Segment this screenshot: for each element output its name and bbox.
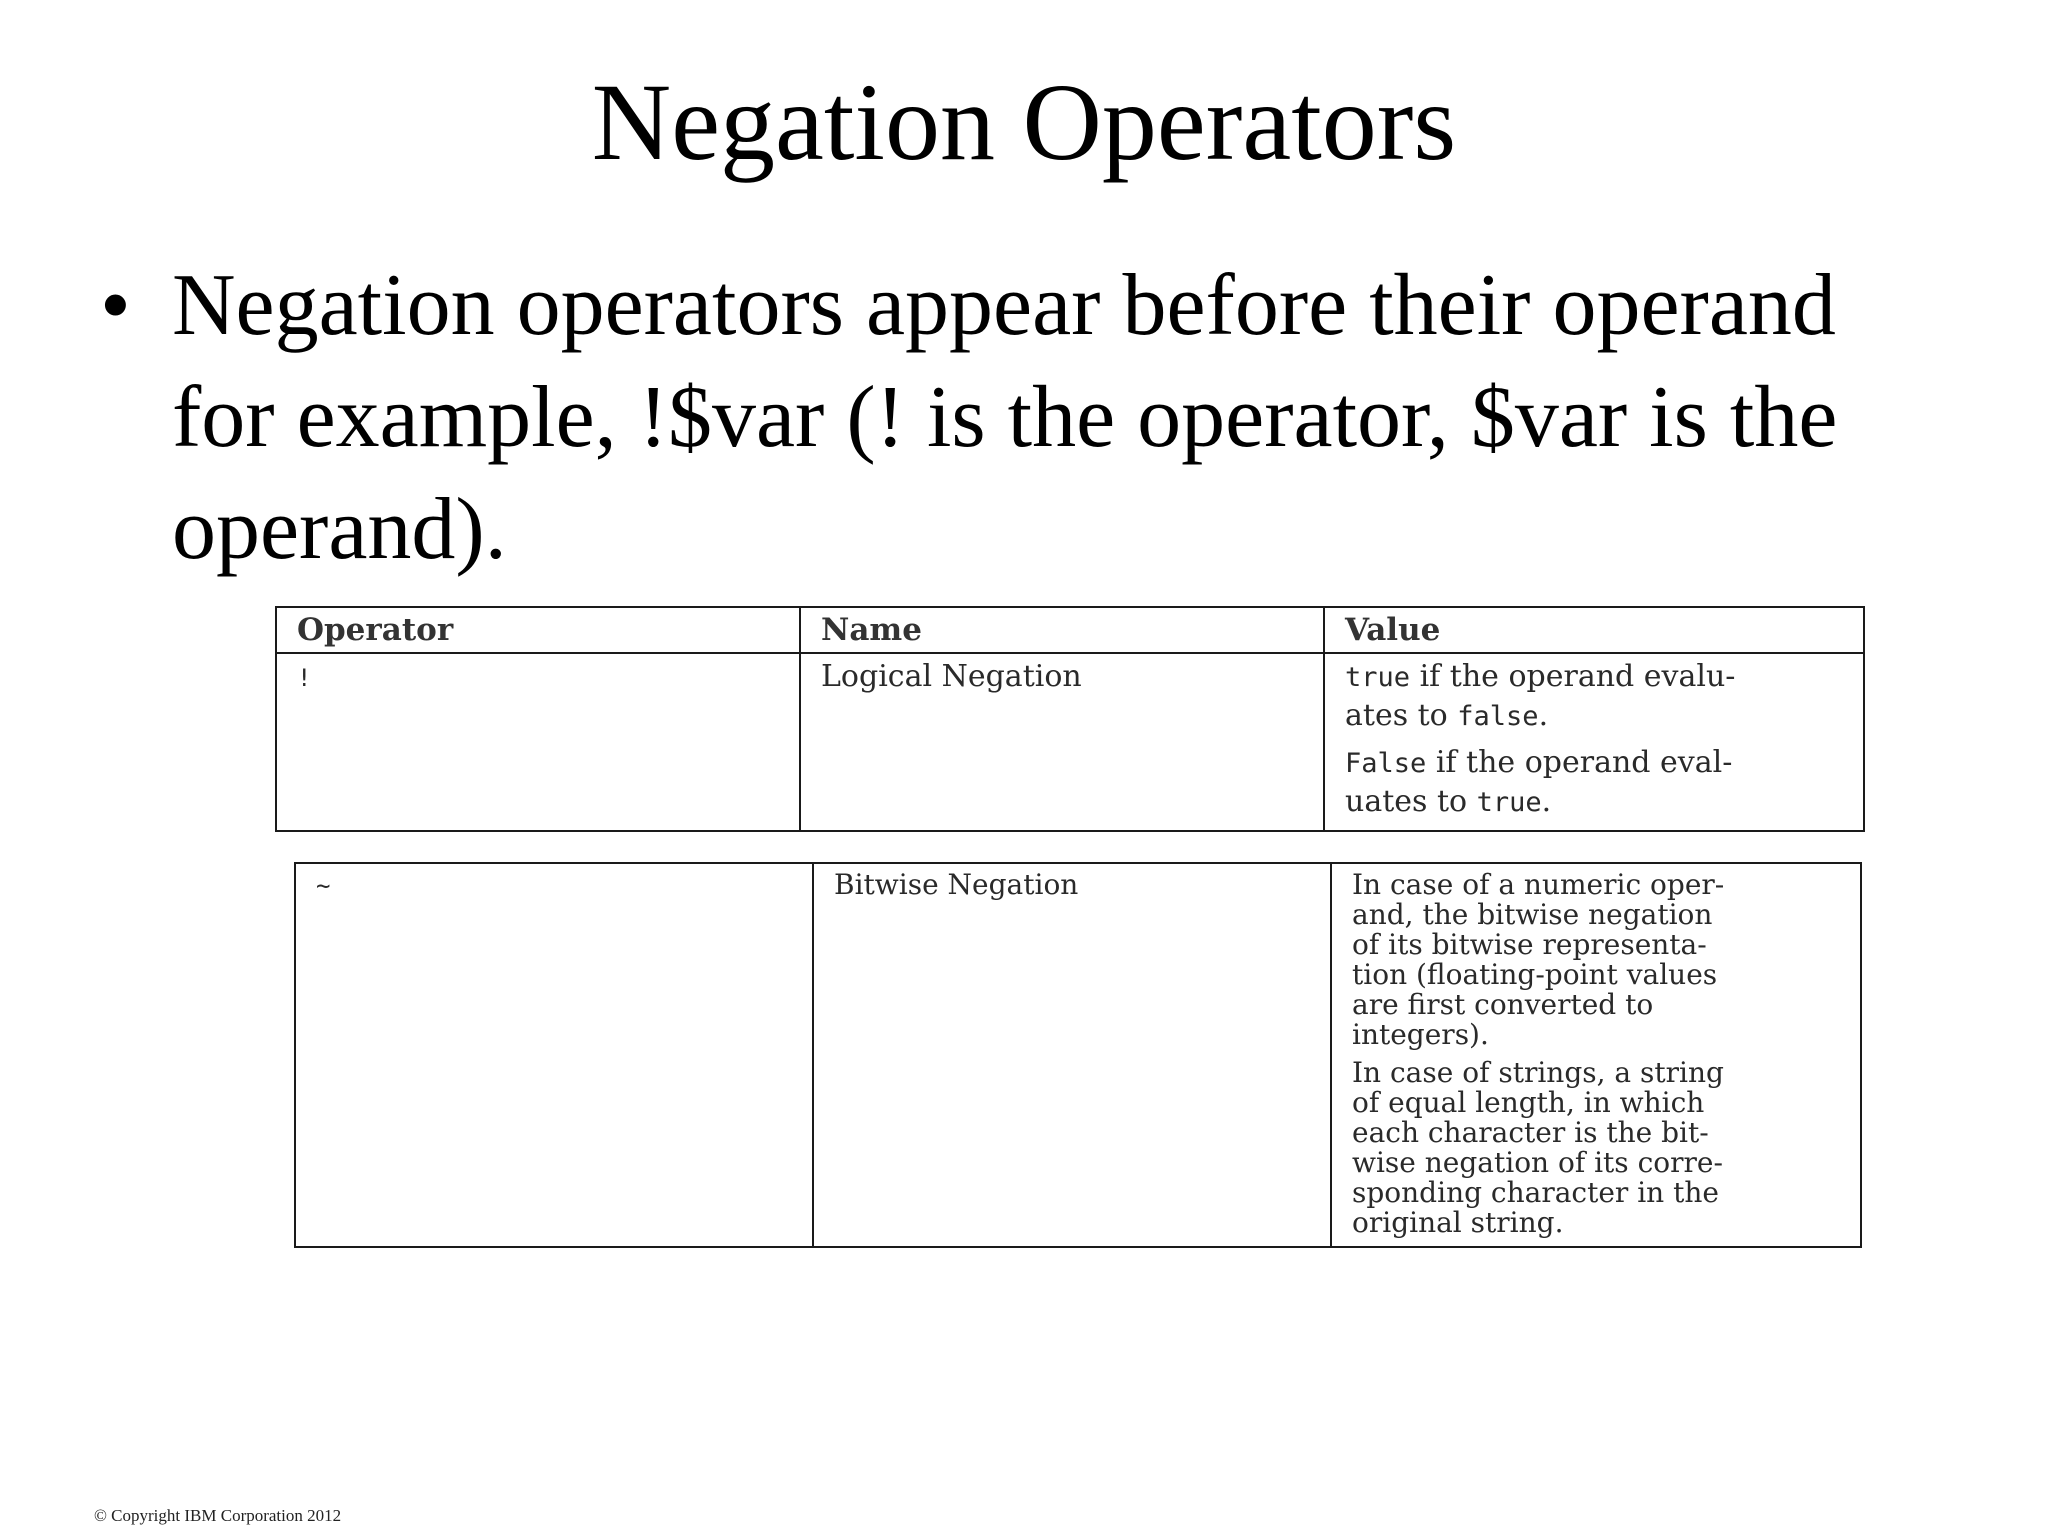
value-cell — [1331, 863, 1861, 1247]
value-line — [1345, 697, 1843, 736]
code-literal: true — [1476, 787, 1542, 818]
value-line: wise negation of its corre- — [1352, 1146, 1723, 1179]
bullet-text — [172, 250, 2032, 586]
value-line — [1345, 658, 1843, 697]
value-line: are first converted to — [1352, 988, 1654, 1021]
operator-symbol: ~ — [316, 872, 331, 900]
value-line: sponding character in the — [1352, 1176, 1719, 1209]
value-paragraph — [1345, 658, 1843, 736]
header-value: Value — [1324, 607, 1864, 653]
value-text: uates to — [1345, 784, 1477, 819]
code-literal: False — [1345, 748, 1427, 779]
value-line: original string. — [1352, 1206, 1564, 1239]
name-cell: Bitwise Negation — [813, 863, 1331, 1247]
code-literal: false — [1457, 701, 1539, 732]
value-line: of its bitwise representa- — [1352, 928, 1707, 961]
value-text: if the operand evalu- — [1410, 659, 1736, 694]
code-literal: true — [1345, 662, 1411, 693]
value-paragraph — [1352, 1058, 1840, 1238]
header-operator: Operator — [276, 607, 800, 653]
value-text: . — [1541, 784, 1552, 819]
value-paragraph — [1345, 744, 1843, 822]
value-cell — [1324, 653, 1864, 831]
value-line: In case of a numeric oper- — [1352, 868, 1725, 901]
operator-symbol: ! — [297, 664, 312, 692]
slide-title: Negation Operators — [591, 61, 1457, 183]
bullet-line: operand). — [172, 481, 507, 578]
value-paragraph — [1352, 870, 1840, 1050]
bullet-icon: • — [100, 257, 131, 354]
table-header-row — [276, 607, 1864, 653]
header-name: Name — [800, 607, 1324, 653]
value-line — [1345, 783, 1843, 822]
value-line: integers). — [1352, 1018, 1489, 1051]
bullet-line: Negation operators appear before their operand — [172, 257, 1836, 354]
logical-negation-table — [275, 606, 1865, 832]
value-line: tion (floating-point values — [1352, 958, 1718, 991]
value-line: each character is the bit- — [1352, 1116, 1709, 1149]
bullet-line: for example, !$var (! is the operator, $var is the — [172, 369, 1838, 466]
table-row — [276, 653, 1864, 831]
value-line: of equal length, in which — [1352, 1086, 1705, 1119]
operator-cell — [276, 653, 800, 831]
value-line: In case of strings, a string — [1352, 1056, 1724, 1089]
bitwise-negation-table — [294, 862, 1862, 1248]
name-cell: Logical Negation — [800, 653, 1324, 831]
value-line — [1345, 744, 1843, 783]
copyright-notice: © Copyright IBM Corporation 2012 — [94, 1506, 342, 1525]
value-text: . — [1538, 698, 1549, 733]
value-text: ates to — [1345, 698, 1458, 733]
table-row — [295, 863, 1861, 1247]
operator-cell — [295, 863, 813, 1247]
value-text: if the operand eval- — [1426, 745, 1733, 780]
value-line: and, the bitwise negation — [1352, 898, 1713, 931]
